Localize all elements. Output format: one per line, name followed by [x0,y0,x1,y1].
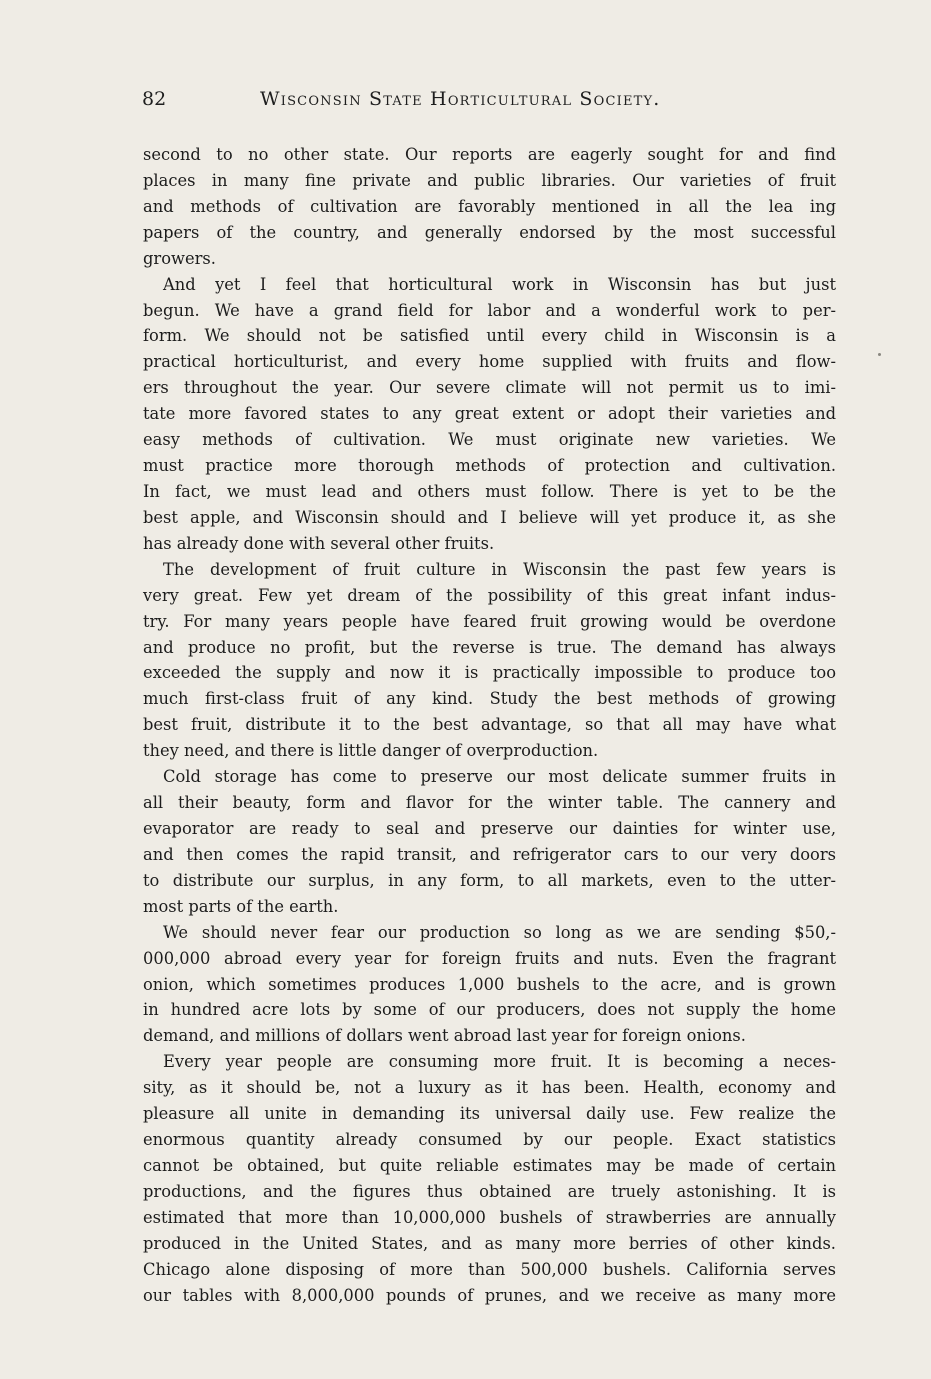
paragraph-4 [143,764,836,920]
text-line: 000,000 abroad every year for foreign fruits and nuts. Even the fragrant [143,948,836,968]
text-line: tate more favored states to any great extent or adopt their varieties and [143,404,836,424]
text-line: places in many fine private and public libraries. Our varieties of fruit [143,170,836,190]
text-line: to distribute our surplus, in any form, to all markets, even to the utter- [143,870,836,890]
text-line: practical horticulturist, and every home supplied with fruits and flow- [143,352,836,372]
text-line: has already done with several other fruits. [143,533,495,553]
text-line: In fact, we must lead and others must follow. There is yet to be the [143,481,836,501]
text-line: produced in the United States, and as many more berries of other kinds. [143,1233,836,1253]
paragraph-1 [143,142,836,272]
text-line: Every year people are consuming more fruit. It is becoming a neces- [163,1052,836,1072]
text-line: and then comes the rapid transit, and refrigerator cars to our very doors [143,844,836,864]
text-line: evaporator are ready to seal and preserve our dainties for winter use, [143,818,836,838]
scan-speck [878,353,881,356]
text-line: pleasure all unite in demanding its universal daily use. Few realize the [143,1104,836,1124]
text-line: We should never fear our production so long as we are sending $50,- [163,922,836,942]
text-line: try. For many years people have feared fruit growing would be overdone [143,611,836,631]
paragraph-2 [143,272,836,557]
text-line: begun. We have a grand field for labor and a wonderful work to per- [143,300,836,320]
running-title: Wisconsin State Horticultural Society. [260,88,661,110]
paragraph-3 [143,557,836,764]
text-line: and methods of cultivation are favorably mentioned in all the lea ing [143,196,836,216]
body-text [143,142,836,1308]
paragraph-6 [143,1049,836,1308]
text-line: easy methods of cultivation. We must originate new varieties. We [143,430,836,450]
text-line: enormous quantity already consumed by our people. Exact statistics [143,1130,836,1150]
text-line: papers of the country, and generally endorsed by the most successful [143,222,836,242]
text-line: exceeded the supply and now it is practically impossible to produce too [143,663,836,683]
text-line: And yet I feel that horticultural work in Wisconsin has but just [163,274,836,294]
paragraph-5 [143,920,836,1050]
text-line: our tables with 8,000,000 pounds of prunes, and we receive as many more [143,1285,836,1305]
text-line: cannot be obtained, but quite reliable estimates may be made of certain [143,1155,836,1175]
text-line: estimated that more than 10,000,000 bushels of strawberries are annually [143,1207,836,1227]
text-line: all their beauty, form and flavor for the winter table. The cannery and [143,793,836,813]
text-line: and produce no profit, but the reverse is true. The demand has always [143,637,836,657]
text-line: they need, and there is little danger of overproduction. [143,741,599,761]
text-line: much first-class fruit of any kind. Study the best methods of growing [143,689,836,709]
text-line: onion, which sometimes produces 1,000 bushels to the acre, and is grown [143,974,836,994]
text-line: in hundred acre lots by some of our producers, does not supply the home [143,1000,836,1020]
text-line: best apple, and Wisconsin should and I believe will yet produce it, as she [143,507,836,527]
page-number: 82 [142,88,167,110]
text-line: growers. [143,248,216,268]
text-line: Cold storage has come to preserve our most delicate summer fruits in [163,767,836,787]
text-line: most parts of the earth. [143,896,339,916]
page-header [142,88,832,114]
text-line: sity, as it should be, not a luxury as it has been. Health, economy and [143,1078,836,1098]
text-line: form. We should not be satisfied until every child in Wisconsin is a [143,326,836,346]
text-line: best fruit, distribute it to the best advantage, so that all may have what [143,715,836,735]
text-line: second to no other state. Our reports are eagerly sought for and find [143,145,836,164]
text-line: demand, and millions of dollars went abroad last year for foreign onions. [143,1026,746,1046]
text-line: very great. Few yet dream of the possibility of this great infant indus- [143,585,836,605]
text-line: productions, and the figures thus obtained are truely astonishing. It is [143,1181,836,1201]
text-line: must practice more thorough methods of protection and cultivation. [143,456,836,476]
text-line: Chicago alone disposing of more than 500,000 bushels. California serves [143,1259,836,1279]
text-line: The development of fruit culture in Wisconsin the past few years is [163,559,836,579]
text-line: ers throughout the year. Our severe climate will not permit us to imi- [143,378,836,398]
